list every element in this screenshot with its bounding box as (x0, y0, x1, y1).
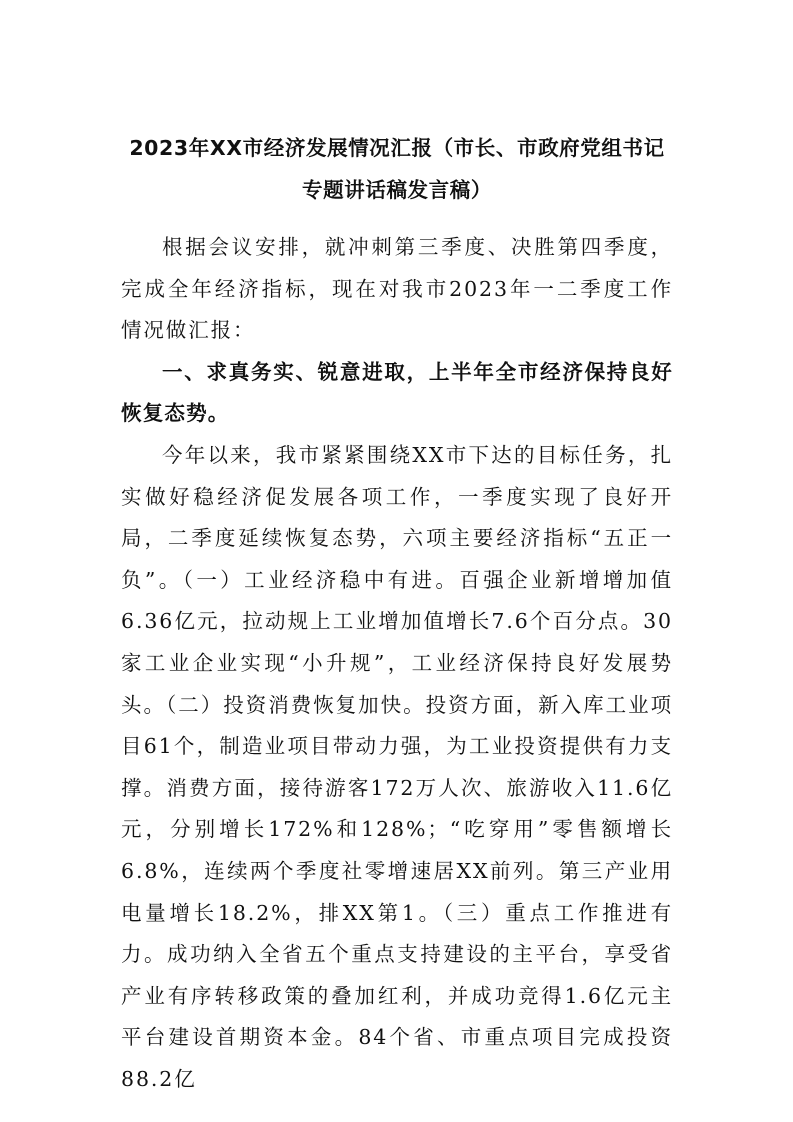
document-title: 2023年XX市经济发展情况汇报（市长、市政府党组书记专题讲话稿发言稿） (129, 136, 665, 202)
section-heading: 一、求真务实、锐意进取，上半年全市经济保持良好恢复态势。 (121, 359, 673, 426)
intro-paragraph: 根据会议安排，就冲刺第三季度、决胜第四季度，完成全年经济指标，现在对我市2023年一二季度工作情况做汇报： (121, 235, 673, 343)
body-paragraph: 今年以来，我市紧紧围绕XX市下达的目标任务，扎实做好稳经济促发展各项工作，一季度实现了良好开局，二季度延续恢复态势，六项主要经济指标“五正一负”。（一）工业经济稳中有进。百强企业新增增加值6.36亿元，拉动规上工业增加值增长7.6个百分点。30家工业企业实现“小升规”，工业经济保持良好发展势头。（二）投资消费恢复加快。投资方面，新入库工业项目61个，制造业项目带动力强，为工业投资提供有力支撑。消费方面，接待游客172万人次、旅游收入11.6亿元，分别增长172%和128%；“吃穿用”零售额增长6.8%，连续两个季度社零增速居XX前列。第三产业用电量增长18.2%，排XX第1。（三）重点工作推进有力。成功纳入全省五个重点支持建设的主平台，享受省产业有序转移政策的叠加红利，并成功竞得1.6亿元主平台建设首期资本金。84个省、市重点项目完成投资88.2亿 (121, 442, 673, 1091)
document-page (121, 128, 673, 1100)
spacer (121, 211, 673, 227)
